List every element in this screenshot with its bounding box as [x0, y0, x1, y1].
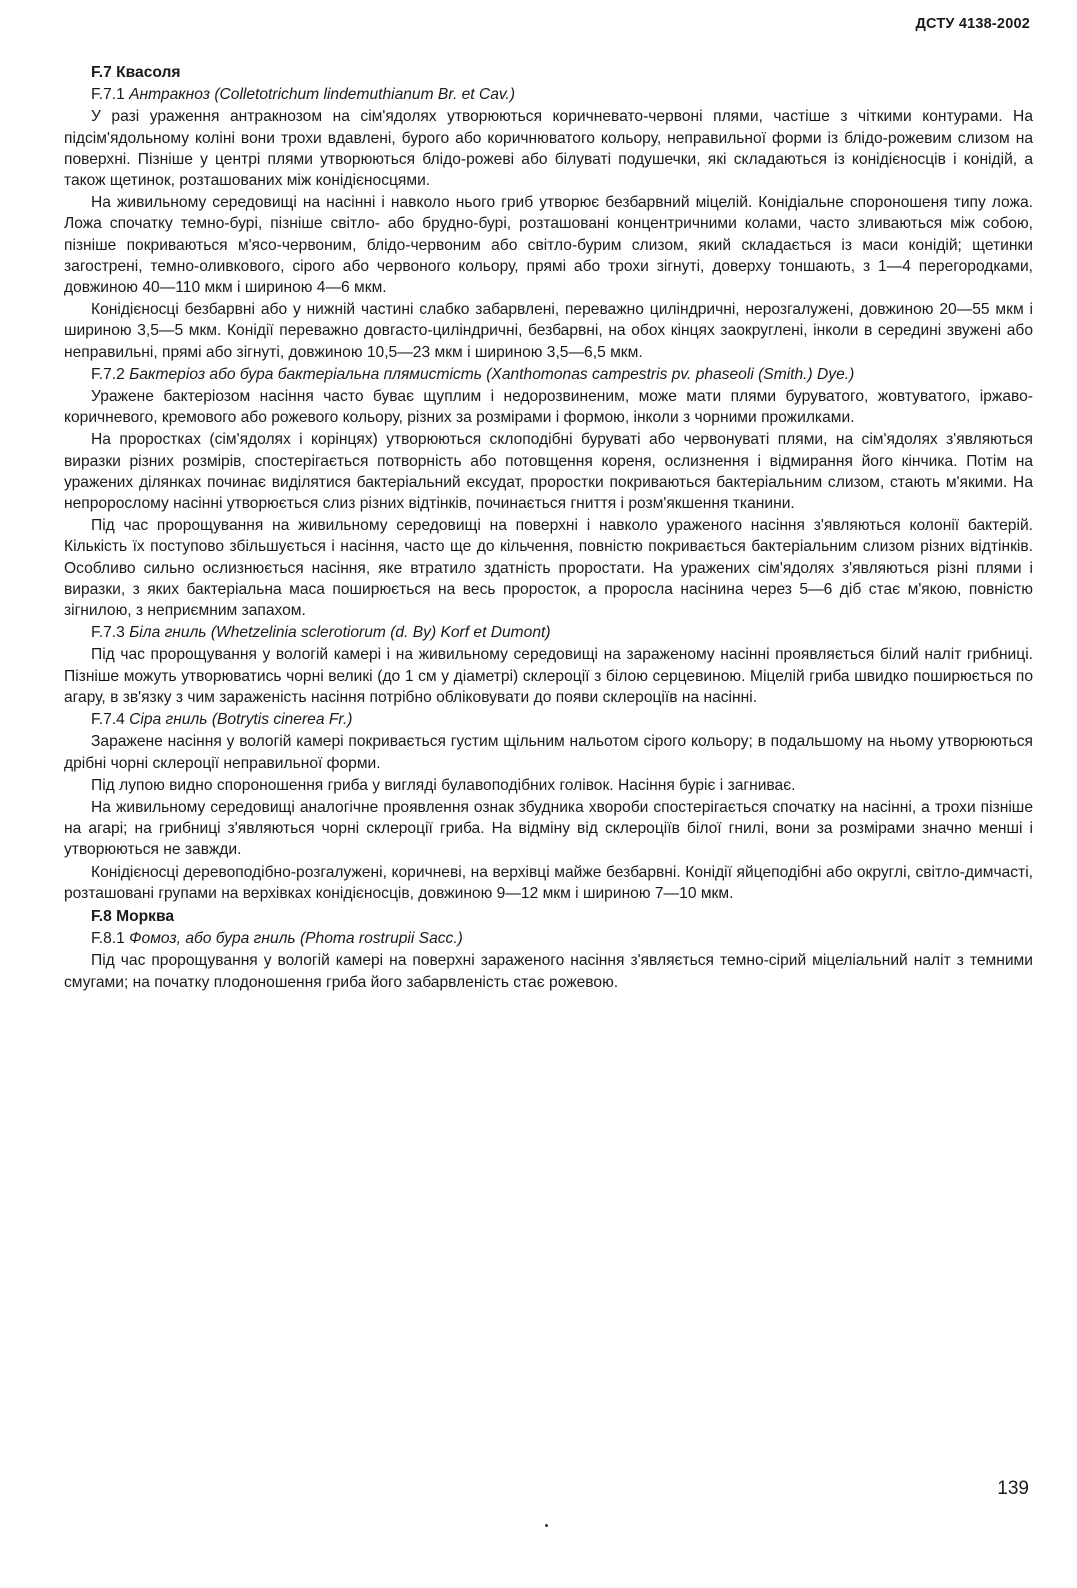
subsection-code: F.8.1: [91, 930, 125, 948]
paragraph: Під час пророщування у вологій камері на поверхні зараженого насіння з'являється темно-сірий міцеліальний наліт з темними смугами; на початку плодоношення гриба його забарвленість стає рожевою.: [64, 952, 1033, 991]
paragraph: Під лупою видно спороношення гриба у вигляді булавоподібних голівок. Насіння буріє і загниває.: [91, 776, 796, 794]
paragraph: Під час пророщування на живильному середовищі на поверхні і навколо ураженого насіння з'являються колонії бактерій. Кількість їх поступово збільшується і насіння, часто ще до кільчення, повністю покривається бактеріальним слизом різних відтінків. Особливо сильно ослизнюється насіння, яке втратило здатність проростати. На уражених сім'ядолях з'являються різні плями і виразки, з яких бактеріальна маса поширюється на весь проросток, а проросла насінина через 5—6 діб стає м'якою, повністю зігнилою, з неприємним запахом.: [64, 517, 1033, 620]
subsection-heading: [64, 364, 1033, 385]
section-heading: F.7 Квасоля: [91, 64, 181, 81]
scan-speck: [545, 1524, 548, 1527]
section-heading: F.8 Морква: [91, 907, 175, 925]
paragraph: Конідієносці безбарвні або у нижній частині слабко забарвлені, переважно циліндричні, нерозгалужені, довжиною 20—55 мкм і шириною 3,5—5 мкм. Конідії переважно довгасто-циліндричні, безбарвні, на обох кінцях заокруглені, інколи в середині звужені або неправильні, прямі або зігнуті, довжиною 10,5—23 мкм і шириною 3,5—6,5 мкм.: [64, 301, 1033, 361]
subsection-code: F.7.2: [91, 365, 125, 383]
paragraph: На живильному середовищі на насінні і навколо нього гриб утворює безбарвний міцелій. Конідіальне спороношеня типу ложа. Ложа спочатку темно-бурі, пізніше світло- або брудно-бурі, розташовані концентричними колами, часто зливаються між собою, пізніше покриваються м'ясо-червоним, блідо-червоним або світло-бурим слизом, який складається із маси конідій; щетинки загострені, темно-оливкового, сірого або червоного кольору, прямі або трохи зігнуті, доверху тоншають, з 1—4 перегородками, довжиною 40—110 мкм і шириною 4—6 мкм.: [64, 194, 1033, 297]
subsection-code: F.7.3: [91, 624, 125, 642]
document-body: [64, 62, 1033, 993]
paragraph: Уражене бактеріозом насіння часто буває щуплим і недорозвиненим, може мати плями буруватого, жовтуватого, іржаво-коричневого, кремового або рожевого кольору, різних за розмірами і формою, інколи з чорними прожилками.: [64, 388, 1033, 427]
paragraph: На проростках (сім'ядолях і корінцях) утворюються склоподібні буруваті або червонуваті плями, на сім'ядолях з'являються виразки різних розмірів, спостерігається потворність або потовщення кореня, ослизнення і відмирання його кінчика. Потім на уражених ділянках починає виділятися бактеріальний ексудат, проростки покриваються бактеріальним слизом, стають м'якими. На непророслому насінні утворюється слиз різних відтінків, починається гниття і розм'якшення тканини.: [64, 431, 1033, 513]
paragraph: На живильному середовищі аналогічне проявлення ознак збудника хвороби спостерігається спочатку на насінні, а трохи пізніше на агарі; на грибниці з'являються чорні склероції гриба. На відміну від склероціїв білої гнилі, вони за розмірами значно менші і утворюються не завжди.: [64, 798, 1033, 859]
subsection-title: Бактеріоз або бура бактеріальна плямистість (Xanthomonas campestris pv. phaseoli (Smith.) Dye.): [129, 365, 855, 383]
running-header: ДСТУ 4138-2002: [915, 16, 1030, 32]
page-number: 139: [997, 1478, 1029, 1499]
subsection-code: F.7.1: [91, 86, 125, 104]
subsection-title: Фомоз, або бура гниль (Phoma rostrupii Sacc.): [129, 930, 463, 948]
subsection-heading: [64, 622, 1033, 643]
subsection-heading: [64, 709, 1033, 730]
paragraph: Під час пророщування у вологій камері і на живильному середовищі на зараженому насінні проявляється білий наліт грибниці. Пізніше можуть утворюватись чорні великі (до 1 см у діаметрі) склероції з білою серцевиною. Міцелій гриба швидко поширюється по агару, в зв'язку з чим зараженість насіння потрібно обліковувати до появи склероціїв на насінні.: [64, 646, 1033, 706]
paragraph: Заражене насіння у вологій камері покривається густим щільним нальотом сірого кольору; в подальшому на ньому утворюються дрібні чорні склероції неправильної форми.: [64, 733, 1033, 772]
paragraph: У разі ураження антракнозом на сім'ядолях утворюються коричневато-червоні плями, частіше з чіткими контурами. На підсім'ядольному коліні вони трохи вдавлені, бурого або коричнюватого кольору, неправильної форми із блідо-рожевим слизом на поверхні. Пізніше у центрі плями утворюються блідо-рожеві або білуваті подушечки, які складаються із конідієносців і конідій, а також щетинок, розташованих між конідієносцями.: [64, 108, 1033, 190]
subsection-heading: [64, 928, 1033, 949]
subsection-title: Сіра гниль (Botrytis cinerea Fr.): [129, 711, 353, 729]
subsection-title: Антракноз (Colletotrichum lindemuthianum Br. et Cav.): [129, 86, 516, 104]
paragraph: Конідієносці деревоподібно-розгалужені, коричневі, на верхівці майже безбарвні. Конідії яйцеподібні або округлі, світло-димчасті, розташовані групами на верхівках конідієносців, довжиною 9—12 мкм і шириною 7—10 мкм.: [64, 863, 1033, 902]
subsection-heading: [64, 84, 1033, 105]
subsection-code: F.7.4: [91, 711, 125, 729]
subsection-title: Біла гниль (Whetzelinia sclerotiorum (d. By) Korf et Dumont): [129, 624, 551, 642]
